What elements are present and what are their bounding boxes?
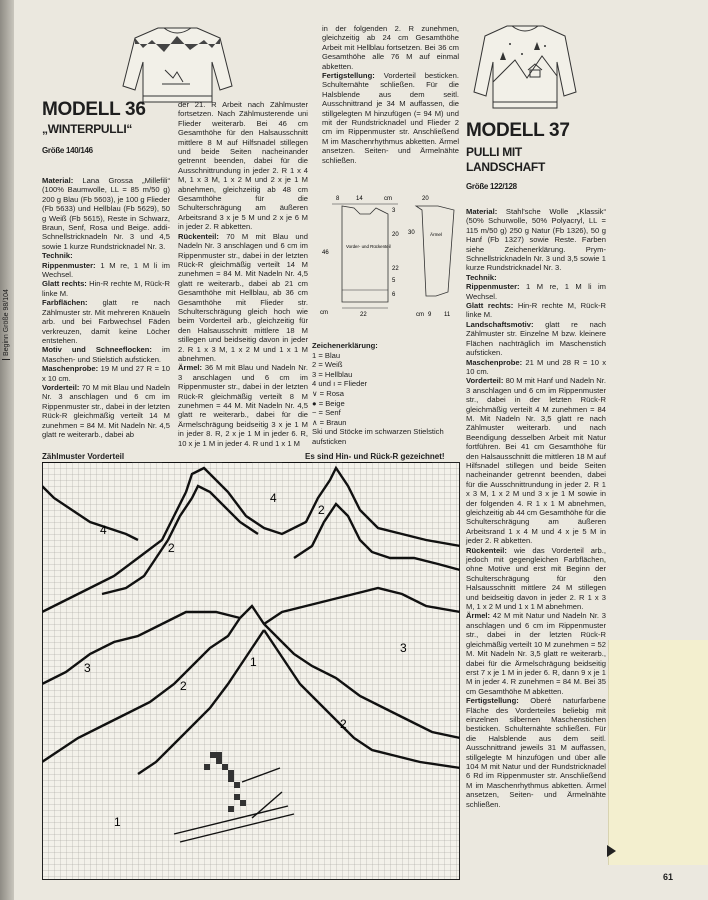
paragraph-heading: Technik: <box>466 272 497 282</box>
chart-region-4b: 4 <box>270 491 277 505</box>
paragraph-text: wie das Vorderteil arb., jedoch mit gegengleichen Farbflächen, ohne Motive und erst mit Beginn der Schulterschrägung für den Halsausschnitt mittlere 24 M stillegen und beidseitig davon in jeder 2. R 1 x 3 M, 1 x 2 M und 1 x 1 M abnehmen. <box>466 545 606 612</box>
modell36-column-2 <box>178 100 308 448</box>
paragraph-heading: Maschenprobe: <box>42 364 99 374</box>
text-paragraph <box>466 546 606 612</box>
paragraph-heading: Material: <box>42 176 74 185</box>
paragraph-heading: Landschaftsmotiv: <box>466 319 534 329</box>
paragraph-text: 36 M mit Blau und Nadeln Nr. 3 anschlagen und 6 cm im Rippenmuster str., dabei in der letzten Rück-R gleichmäßig verteilt 8 M zunehmen = 44 M. Mit Nadeln Nr. 4,5 glatt re weiterarb., dabei für die Ärmelschrägung beidseitig 3 x je 1 M in jeder 8. R, 2 x je 1 M in jeder 6. R, 10 x je 1 M in jeder 4. R und 1 x 1 M <box>178 363 308 448</box>
text-paragraph <box>466 320 606 358</box>
modell36-title: MODELL 36 <box>42 99 146 120</box>
schem-top-4: 20 <box>422 196 429 202</box>
text-paragraph <box>42 298 170 345</box>
paragraph-heading: Vorderteil: <box>466 376 504 386</box>
modell36-column-1 <box>42 176 170 439</box>
sweater-sketch-37 <box>470 20 580 110</box>
legend-item: 1 = Blau <box>312 350 341 360</box>
paragraph-heading: Fertigstellung: <box>322 71 375 81</box>
text-paragraph <box>466 273 606 282</box>
chart-region-4a: 4 <box>100 523 107 537</box>
schem-top-2: 14 <box>356 196 363 202</box>
text-paragraph <box>466 207 606 273</box>
text-paragraph <box>178 363 308 448</box>
text-paragraph <box>42 251 170 260</box>
text-paragraph <box>466 376 606 545</box>
modell36-size: Größe 140/146 <box>42 146 93 155</box>
paragraph-text: Hin-R rechte M, Rück-R linke M. <box>42 279 170 298</box>
text-paragraph <box>178 232 308 364</box>
paragraph-heading: Glatt rechts: <box>466 301 514 311</box>
text-paragraph <box>42 364 170 383</box>
text-paragraph <box>322 71 459 165</box>
paragraph-text: der 21. R Arbeit nach Zählmuster fortsetzen. Nach Zählmusterende uni Flieder weiterarb. Bei 46 cm Gesamthöhe für den Halsausschnitt mittlere 8 M auf Hilfsnadel stillegen und beide Seiten nacheinander getrennt beenden, dabei für die Ausschnittrundung in jeder 2. R 1 x 4 M, 1 x 3 M, 1 x 2 M und 2 x je 1 M abnehmen, gleichzeitig ab 48 cm Gesamthöhe für die Schulterschrägung am äußeren Arbeitsrand 3 x je 5 M und 2 x je 6 M in jeder 2. R abketten. <box>178 100 308 232</box>
schem-bottom-9: 9 <box>428 312 432 318</box>
paragraph-text: 19 M und 27 R = 10 x 10 cm. <box>42 364 170 383</box>
paragraph-text: Vorderteil besticken. Schulternähte schließen. Für die Halsblende aus dem seitl. Ausschnittrand je 34 M auffassen, die stillgelegten M hinzufügen (= 94 M) und mit der Rundstricknadel und Flieder 2 cm im Rippenmuster str. Anschließend M im Maschenrhythmus abketten. Ärmel ansetzen. Seiten- und Ärmelnähte schließen. <box>322 71 459 165</box>
paragraph-text: in der folgenden 2. R zunehmen, gleichzeitig ab 24 cm Gesamthöhe Arbeit mit Hellblau fortsetzen. Bei 36 cm Gesamthöhe alle 76 M auf einmal abketten. <box>322 24 459 71</box>
chart-region-2d: 2 <box>340 717 347 731</box>
arrow-icon <box>607 845 616 857</box>
modell37-subtitle-line2: LANDSCHAFT <box>466 160 545 174</box>
legend-heading: Zeichenerklärung: <box>312 341 378 350</box>
paragraph-text: glatt re nach Zählmuster str. Einzelne M bzw. kleinere Flächen nachträglich im Maschenstich aufsticken. <box>466 319 606 358</box>
legend-item: ∧ = Braun <box>312 417 347 427</box>
schem-mid-22: 22 <box>392 266 399 272</box>
schem-top-1: 8 <box>336 196 340 202</box>
chart-region-2b: 2 <box>318 503 325 517</box>
knitting-chart <box>42 462 460 880</box>
schem-piece-sleeve: Ärmel <box>430 232 442 237</box>
paragraph-text: Stahl'sche Wolle „Klassik“ (50% Schurwolle, 50% Polyacryl, LL = 115 m/50 g) 250 g Natur (Fb 1326), 50 g Hanf (Fb 1327) sowie Reste. Farben siehe Zeichenerklärung. Prym-Schnellstricknadeln Nr. 3 und 3,5 sowie 1 kurze Rundstricknadel Nr. 3. <box>466 207 606 273</box>
text-paragraph <box>42 176 170 251</box>
schem-mid-30: 30 <box>408 230 415 236</box>
text-paragraph <box>466 282 606 301</box>
text-paragraph <box>178 100 308 232</box>
paragraph-text: 70 M mit Blau und Nadeln Nr. 3 anschlagen und 6 cm im Rippenmuster str., dabei in der letzten Rück-R gleichmäßig verteilt 14 M zunehmen = 84 M. Mit Nadeln Nr. 4,5 glatt re weiterarb., dabei ab <box>42 382 170 439</box>
paragraph-text: 42 M mit Natur und Nadeln Nr. 3 anschlagen und 6 cm im Rippenmuster str., dabei in der letzten Rück-R gleichmäßig verteilt 10 M zunehmen = 52 M. Mit Nadeln Nr. 3,5 glatt re weiterarb., dabei für die Ärmelschrägung beidseitig erst 7 x je 1 M in jeder 6. R, dann 9 x je 1 M in jeder 4. R zunehmen = 84 M. Bei 35 cm Gesamthöhe M abketten. <box>466 611 606 696</box>
schem-top-3: cm <box>384 196 392 202</box>
chart-region-3a: 3 <box>84 661 91 675</box>
chart-region-1b: 1 <box>114 815 121 829</box>
paragraph-text: im Maschen- und Stielstich aufsticken. <box>42 345 171 364</box>
paragraph-text: 1 M re, 1 M li im Wechsel. <box>42 260 170 280</box>
modell37-title: MODELL 37 <box>466 120 570 141</box>
paragraph-heading: Technik: <box>42 251 73 261</box>
paragraph-text: Oberé naturfarbene Fläche des Vorderteiles beliebig mit einzelnen silbernen Maschenstichen besticken. Schulternähte schließen. Für die Halsblende aus dem seitl. Ausschnittrand jeweils 31 M auffassen, stillgelegte M hinzufügen und über alle 104 M mit Natur und der Rundstricknadel 6 Rd im Rippenmuster str. Anschließend M im Maschenrhythmus abketten. Ärmel ansetzen, Seiten- und Ärmelnähte schließen. <box>466 696 606 809</box>
paragraph-text: 21 M und 28 R = 10 x 10 cm. <box>466 357 606 376</box>
legend-item: 3 = Hellblau <box>312 369 353 379</box>
paragraph-heading: Material: <box>466 207 498 216</box>
paragraph-text: 80 M mit Hanf und Nadeln Nr. 3 anschlagen und 6 cm im Rippenmuster str., dabei in der letzten Rück-R gleichmäßig verteilt 4 M zunehmen = 84 M. Mit Nadeln Nr. 3,5 glatt re nach Zählmuster weiterarb. und nach Beendigung desselben Arbeit mit Natur fortführen. Bei 41 cm Gesamthöhe für den Halsausschnitt die mittleren 18 M auf Hilfsnadel stillegen und beide Seiten nacheinander getrennt beenden, dabei für die Ausschnittrundung in jeder 2. R 1 x 3 M, 1 x 2 M und 3 x je 1 M sowie in der folgenden 4. R 1 x 1 M abnehmen, gleichzeitig ab 44 cm Gesamthöhe für die Schulterschrägung am äußeren Arbeitsrand 1 x 4 M und 4 x je 5 M in jeder 2. R abketten. <box>466 376 606 546</box>
legend-item: ∨ = Rosa <box>312 388 344 398</box>
legend-item: 4 und ı = Flieder <box>312 379 368 389</box>
chart-region-2a: 2 <box>168 541 175 555</box>
schem-mid-20: 20 <box>392 232 399 238</box>
chart-region-3b: 3 <box>400 641 407 655</box>
chart-legend <box>312 341 462 447</box>
chart-region-1a: 1 <box>250 655 257 669</box>
text-paragraph <box>42 345 170 364</box>
paragraph-heading: Ärmel: <box>466 611 491 621</box>
text-paragraph <box>466 301 606 320</box>
text-paragraph <box>322 24 459 71</box>
paragraph-text: Hin-R rechte M, Rück-R linke M. <box>466 301 607 320</box>
paragraph-heading: Rückenteil: <box>178 231 219 241</box>
schem-left-cm: cm <box>320 310 328 316</box>
chart-title-right: Es sind Hin- und Rück-R gezeichnet! <box>305 452 445 461</box>
paragraph-text: Lana Grossa „Millefili“ (100% Baumwolle, LL = 85 m/50 g) 200 g Blau (Fb 5603), je 100 g Flieder (Fb 5633) und Hellblau (Fb 5629), 50 g Weiß (Fb 5615), Reste in Schwarz, Braun, Senf, Rosa und Beige. addi-Schnellstricknadeln Nr. 3 und 4,5 sowie 1 kurze Rundstricknadel Nr. 3. <box>42 176 170 251</box>
paragraph-text: glatt re nach Zählmuster str. Mit mehreren Knäueln arb. und bei Farbwechsel Fäden verkreuzen, damit keine Löcher entstehen. <box>42 298 170 345</box>
chart-title-left: Zählmuster Vorderteil <box>42 452 125 461</box>
text-paragraph <box>42 261 170 280</box>
text-paragraph <box>42 279 170 298</box>
schem-bottom-cm: cm <box>416 312 424 318</box>
chart-region-2c: 2 <box>180 679 187 693</box>
paragraph-heading: Glatt rechts: <box>42 279 87 289</box>
book-spine <box>0 0 14 900</box>
paragraph-heading: Ärmel: <box>178 363 203 373</box>
paragraph-heading: Fertigstellung: <box>466 696 519 706</box>
paragraph-heading: Rippenmuster: <box>42 260 96 270</box>
paragraph-heading: Farbflächen: <box>42 298 88 308</box>
modell36-subtitle: „WINTERPULLI“ <box>42 122 133 136</box>
modell37-size: Größe 122/128 <box>466 182 517 191</box>
text-paragraph <box>466 611 606 696</box>
paragraph-text: 1 M re, 1 M li im Wechsel. <box>466 282 606 301</box>
page-number: 61 <box>663 872 674 882</box>
legend-note: Ski und Stöcke im schwarzen Stielstich aufsticken <box>312 427 444 446</box>
schem-bottom-22: 22 <box>360 312 367 318</box>
sweater-sketch-36 <box>120 22 235 104</box>
paragraph-text: 70 M mit Blau und Nadeln Nr. 3 anschlagen und 6 cm im Rippenmuster str., dabei in der letzten Rück-R gleichmäßig verteilt 14 M zunehmen = 84 M. Mit Nadeln Nr. 4,5 glatt re weiterarb., dabei ab 21 cm Gesamthöhe mit Hellblau, ab 36 cm Gesamthöhe mit Flieder str. Schulterschrägung gleich hoch wie beim Vorderteil arb., gleichzeitig für den Halsausschnitt mittlere 18 M stillegen und beidseitig davon in jeder 2. R 1 x 3 M, 1 x 2 M und 1 x 1 M abnehmen. <box>178 231 308 363</box>
schem-mid-6: 6 <box>392 292 396 298</box>
paragraph-heading: Motiv und Schneeflocken: <box>42 345 152 355</box>
legend-item: − = Senf <box>312 408 341 418</box>
modell37-column <box>466 207 606 809</box>
schem-bottom-11: 11 <box>444 312 451 318</box>
legend-item: ● = Beige <box>312 398 345 408</box>
schem-piece-front: Vorder- und Rückenteil <box>346 244 391 249</box>
side-note: Beginn Größe 98/104 <box>2 289 10 360</box>
schem-left-46: 46 <box>322 250 329 256</box>
text-paragraph <box>42 383 170 439</box>
paragraph-heading: Vorderteil: <box>42 382 80 392</box>
schem-mid-3: 3 <box>392 208 396 214</box>
modell37-subtitle-line1: PULLI MIT <box>466 145 522 159</box>
pattern-schematic <box>318 192 468 322</box>
paragraph-heading: Rückenteil: <box>466 545 507 555</box>
schem-mid-5: 5 <box>392 278 396 284</box>
paper-sticker <box>608 640 708 865</box>
legend-item: 2 = Weiß <box>312 360 343 370</box>
modell36-column-3 <box>322 24 459 165</box>
paragraph-heading: Maschenprobe: <box>466 357 523 367</box>
paragraph-heading: Rippenmuster: <box>466 282 520 292</box>
text-paragraph <box>466 358 606 377</box>
text-paragraph <box>466 696 606 809</box>
